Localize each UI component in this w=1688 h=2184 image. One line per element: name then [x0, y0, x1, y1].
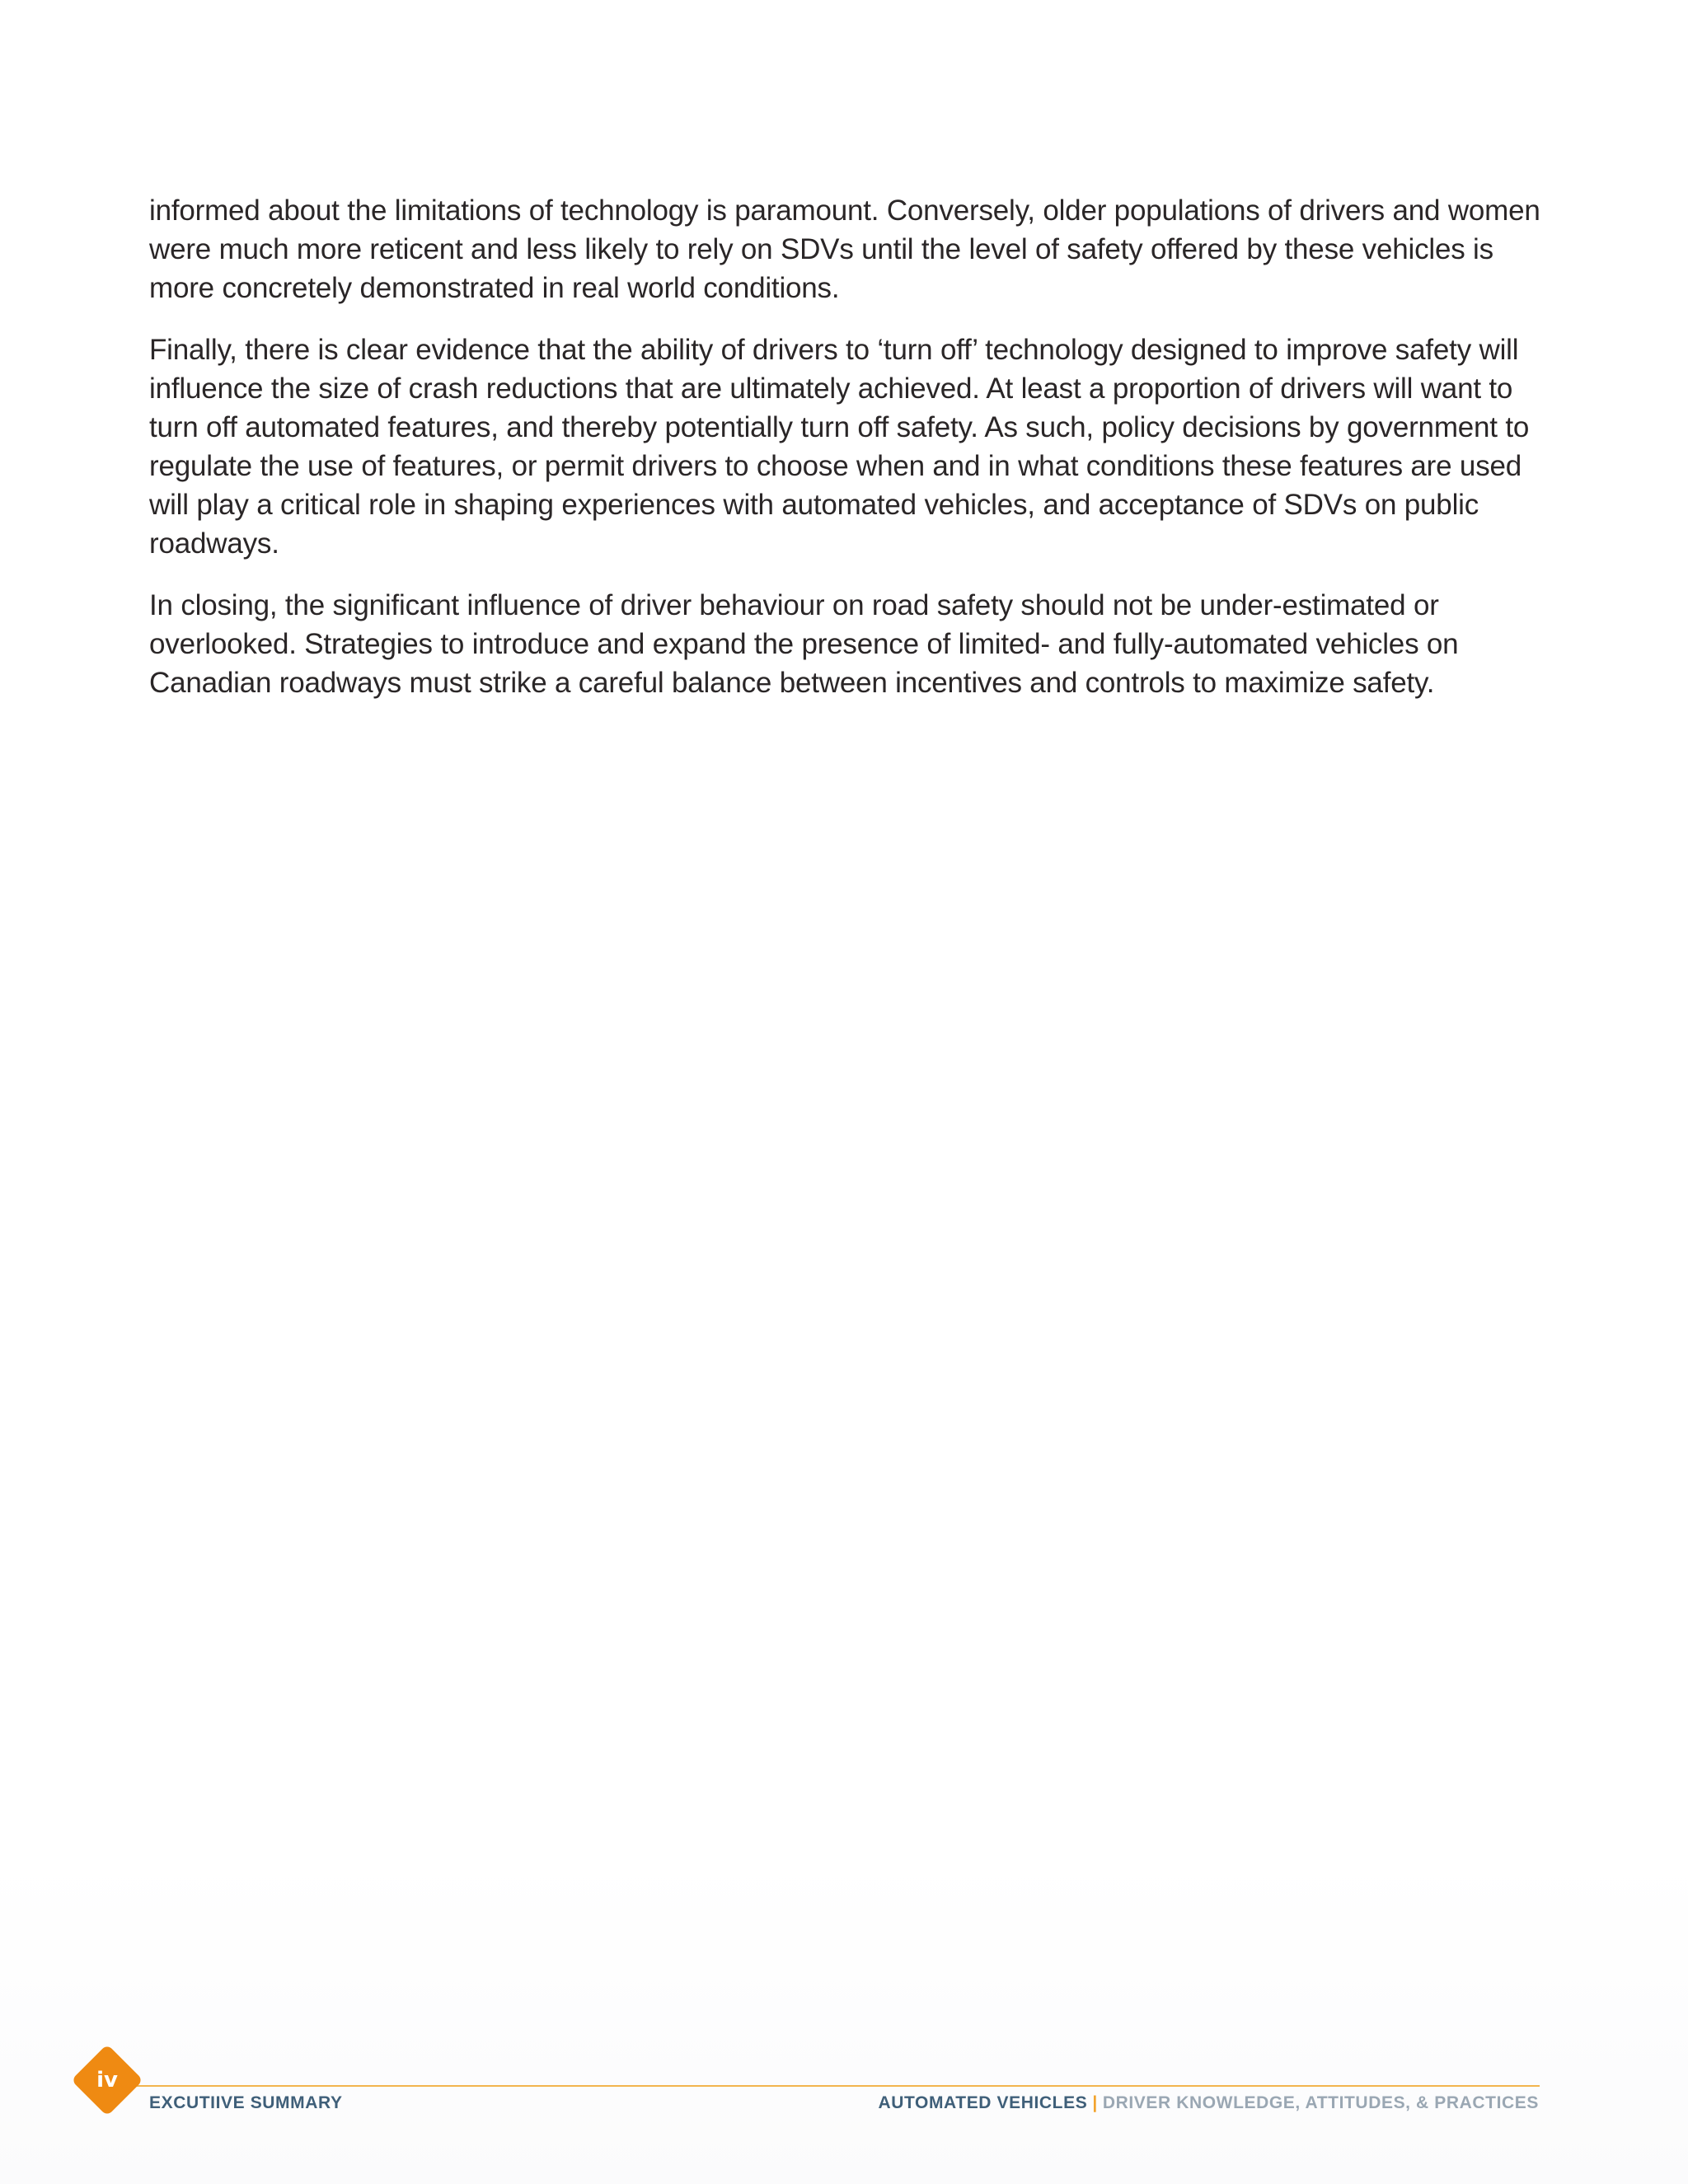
paragraph-2: Finally, there is clear evidence that the ability of drivers to ‘turn off’ technology designed to improve safety will influence the size of crash reductions that are ultimately achieved. At least a proportion of drivers will want to turn off automated features, and thereby potentially turn off safety. As such, policy decisions by government to regulate the use of features, or permit drivers to choose when and in what conditions these features are used will play a critical role in shaping experiences with automated vehicles, and acceptance of SDVs on public roadways. [149, 334, 1530, 560]
paragraph-1: informed about the limitations of technology is paramount. Conversely, older populations of drivers and women were much more reticent and less likely to rely on SDVs until the level of safety offered by these vehicles is more concretely demonstrated in real world conditions. [149, 194, 1540, 304]
footer-rule [125, 2085, 1540, 2087]
footer-separator: | [1092, 2093, 1098, 2112]
footer-section-label: EXCUTIIVE SUMMARY [149, 2093, 343, 2112]
footer-subtitle: DRIVER KNOWLEDGE, ATTITUDES, & PRACTICES [1102, 2093, 1539, 2112]
footer-report-title [878, 2093, 1539, 2113]
paragraph-3: In closing, the significant influence of driver behaviour on road safety should not be under-estimated or overlooked. Strategies to introduce and expand the presence of limited- and fully-automated vehicles on Canadian roadways must strike a careful balance between incentives and controls to maximize safety. [149, 589, 1459, 699]
body-text [149, 191, 1550, 725]
page-number: iv [96, 2068, 118, 2093]
footer-title: AUTOMATED VEHICLES [878, 2093, 1088, 2112]
